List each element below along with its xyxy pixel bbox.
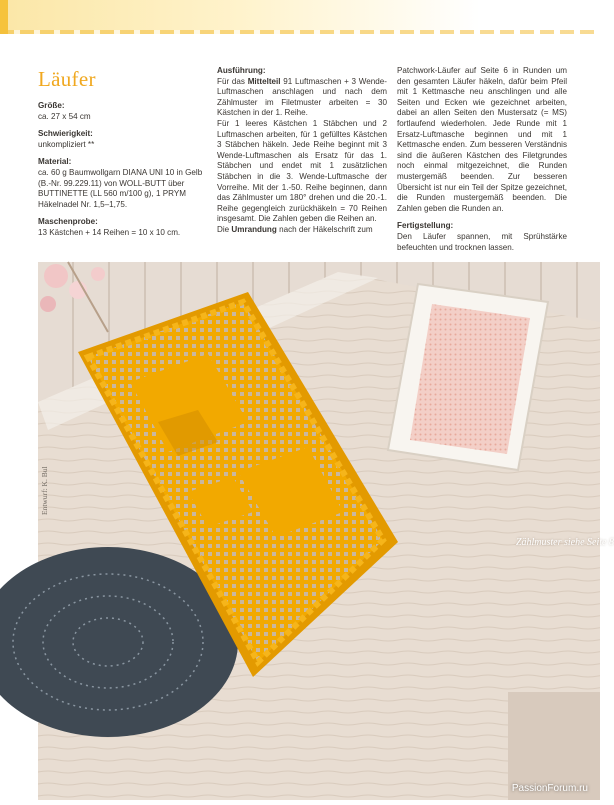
gauge-label: Maschenprobe: xyxy=(38,217,98,227)
specs-column xyxy=(38,66,208,239)
finishing-value: Den Läufer spannen, mit Sprühstärke befeuchten und trocknen lassen. xyxy=(397,231,567,252)
finishing-label: Fertigstellung: xyxy=(397,221,454,231)
difficulty-value: unkompliziert ** xyxy=(38,139,95,149)
size-label: Größe: xyxy=(38,101,65,110)
instructions-paragraph-1: Für das Mittelteil 91 Luftmaschen + 3 Wende-Luftmaschen anschlagen und nach dem Zählmuster im Filetmuster arbeiten = 30 Kästchen in der 1. Reihe. xyxy=(217,76,387,118)
difficulty-label: Schwierigkeit: xyxy=(38,129,93,139)
instructions-paragraph-3: Die Umrandung nach der Häkelschrift zum xyxy=(217,224,373,234)
material-label: Material: xyxy=(38,157,72,167)
watermark: PassionForum.ru xyxy=(511,783,588,794)
umrandung-term: Umrandung xyxy=(231,224,277,234)
page-title: Läufer xyxy=(38,67,96,91)
size-value: ca. 27 x 54 cm xyxy=(38,111,91,121)
gauge-value: 13 Kästchen + 14 Reihen = 10 x 10 cm. xyxy=(38,227,181,237)
design-credit: Entwurf: K. Bul xyxy=(40,466,49,515)
continuation-paragraph: Patchwork-Läufer auf Seite 6 in Runden um den gesamten Läufer häkeln, dafür beim Pfeil mit 1 Kettmasche neu anschlingen und alle Seiten und Ecken wie gezeichnet arbeiten, dabei an allen Seiten den Mustersatz (= MS) fortlaufend wiederholen. Jede Runde mit 1 Ersatz-Luftmasche beginnen und mit 1 Kettmasche enden. Zum besseren Verständnis sind die äußeren Kästchen des Filetgrundes noch einmal mitgezeichnet, die Runden mustergemäß beenden. Zur besseren Übersicht ist nur ein Teil der Spitze gezeichnet, die Runden mustergemäß beenden. Die Zahlen geben die Runden an. xyxy=(397,66,567,213)
instructions-column xyxy=(217,66,387,236)
continuation-column xyxy=(397,66,567,253)
instructions-paragraph-2: Für 1 leeres Kästchen 1 Stäbchen und 2 Luftmaschen arbeiten, für 1 gefülltes Kästchen 3 Stäbchen häkeln. Jede Reihe beginnt mit 3 Wende-Luftmaschen als Ersatz für das 1. Stäbchen und endet mit 1 zusätzlichen Stäbchen in die 3. Wende-Luftmasche der Vorreihe. Mit der 1.-50. Reihe beginnen, dann das Zählmuster um 180° drehen und die 20.-1. Reihe gegengleich zurückhäkeln = 70 Reihen insgesamt. Die Zahlen geben die Reihen an. xyxy=(217,118,387,224)
chart-note: Zählmuster siehe Seite 8 xyxy=(515,537,614,548)
product-photo xyxy=(38,262,614,800)
material-value: ca. 60 g Baumwollgarn DIANA UNI 10 in Gelb (B.-Nr. 99.229.11) von WOLL-BUTT über BUTTINETTE (LL 560 m/100 g), 1 PRYM Häkelnadel Nr. 1,5–1,75. xyxy=(38,167,203,209)
mittelteil-term: Mittelteil xyxy=(247,76,281,86)
top-decorative-band xyxy=(0,0,600,34)
crochet-runner-photo xyxy=(38,262,600,800)
instructions-heading: Ausführung: xyxy=(217,66,266,75)
